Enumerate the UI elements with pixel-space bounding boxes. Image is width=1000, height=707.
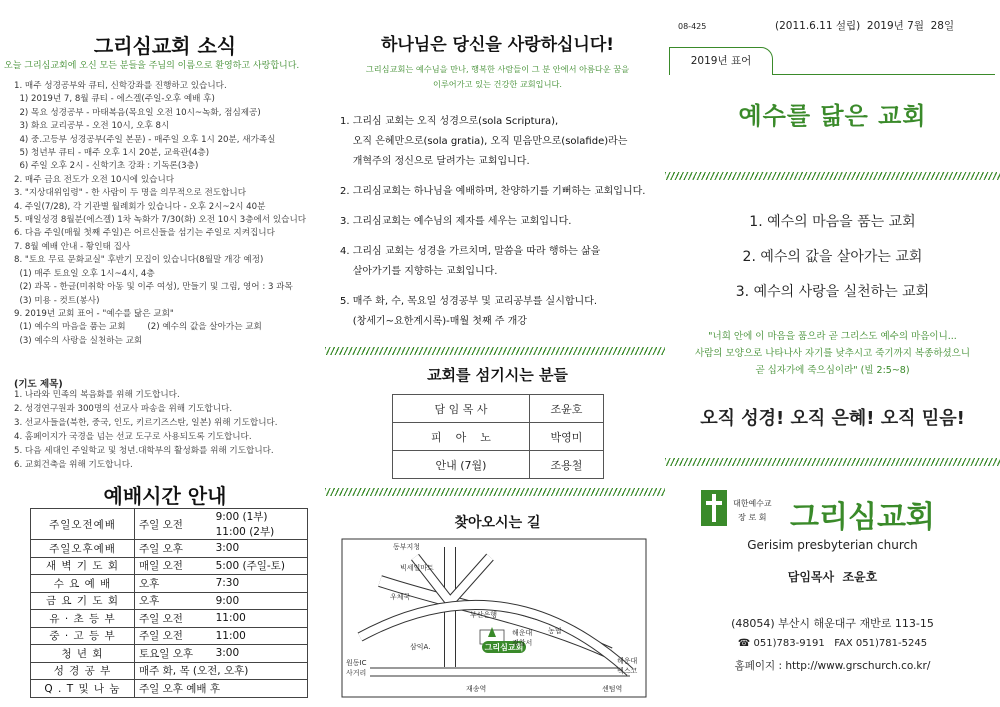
divider-hatch-2 <box>325 488 665 496</box>
worship-row <box>31 509 308 540</box>
news-item: 8. "토요 무료 문화교실" 후반기 모집이 있습니다(8월말 개강 예정) <box>14 255 264 266</box>
worship-row <box>31 540 308 558</box>
worship-time: 7:30 <box>215 577 240 590</box>
worship-table <box>30 508 308 698</box>
worship-row <box>31 645 308 663</box>
staff-row <box>393 423 604 451</box>
intro-text <box>330 62 665 92</box>
worship-name: Q . T 및 나 눔 <box>31 680 135 698</box>
cover-hatch-2 <box>665 458 1000 466</box>
news-item: 3. "지상대위임령" - 한 사람이 두 명을 의무적으로 전도합니다 <box>14 188 246 199</box>
homepage-link[interactable]: 홈페이지 : http://www.grschurch.co.kr/ <box>734 660 931 672</box>
worship-time <box>212 509 308 540</box>
bible-verse <box>665 328 1000 379</box>
worship-name: 수 요 예 배 <box>31 575 135 593</box>
worship-time-2: 11:00 (2부) <box>215 526 275 538</box>
worship-time: 5:00 (주일-토) <box>215 560 285 573</box>
news-item: (1) 예수의 마음을 품는 교회 (2) 예수의 값을 살아가는 교회 <box>14 322 262 333</box>
staff-role: 담 임 목 사 <box>393 395 530 423</box>
worship-name: 유 · 초 등 부 <box>31 610 135 628</box>
worship-time-1: 9:00 (1부) <box>215 511 268 523</box>
news-item: 4) 중.고등부 성경공부(주일 본문) - 매주일 오후 1시 20분, 새가족실 <box>14 134 276 145</box>
worship-name: 주일오후예배 <box>31 540 135 558</box>
denomination <box>733 497 772 525</box>
directions-map <box>340 537 648 699</box>
map-label-7: 삼익A. <box>410 643 431 651</box>
map-label-5: 농협 <box>548 627 562 635</box>
worship-row <box>31 680 308 698</box>
church-item-line: 1. 그리심 교회는 오직 성경으로(sola Scriptura), <box>340 116 559 127</box>
intro-line-2: 이루어가고 있는 건강한 교회입니다. <box>432 79 563 89</box>
divider-hatch <box>325 347 665 355</box>
worship-name: 중 · 고 등 부 <box>31 627 135 645</box>
news-item: 2. 매주 금요 전도가 오전 10시에 있습니다 <box>14 174 175 185</box>
news-item: 1. 매주 성경공부와 큐티, 신학강좌를 진행하고 있습니다. <box>14 81 227 91</box>
map-label-9: 원동IC <box>346 659 367 667</box>
map-label-10b: 벡스코 <box>617 667 638 675</box>
date-header: (2011.6.11 설립) 2019년 7월 28일 <box>775 20 955 32</box>
news-item: 5. 매일성경 8월분(에스겔) 1차 녹화가 7/30(화) 오전 10시 3층에서 있습니다 <box>14 215 307 226</box>
map-label-4: 부산은행 <box>470 611 498 619</box>
address: (48054) 부산시 해운대구 재반로 113-15 <box>731 617 934 630</box>
staff-name: 조용철 <box>529 451 603 479</box>
news-item: 1) 2019년 7, 8월 큐티 - 에스겔(주일-오후 예배 후) <box>14 94 215 105</box>
church-items <box>340 112 662 342</box>
map-label-6: 해운대 <box>512 629 533 637</box>
worship-time: 3:00 <box>215 647 240 660</box>
map-label-church: 그리심교회 <box>484 643 524 652</box>
phone: ☎ 051)783-9191 FAX 051)781-5245 <box>737 638 928 649</box>
news-item: (1) 매주 토요일 오후 1시~4시, 4층 <box>14 268 155 279</box>
worship-row <box>31 592 308 610</box>
church-item <box>340 112 662 172</box>
cover-hatch-1 <box>665 172 1000 180</box>
worship-day: 매일 오전 <box>139 560 183 573</box>
worship-name: 청 년 회 <box>31 645 135 663</box>
prayer-item: 3. 선교사들을(북한, 중국, 인도, 키르기즈스탄, 일본) 위해 기도합니다. <box>14 418 278 428</box>
news-item: 4. 주일(7/28), 각 기관별 월례회가 있습니다 - 오후 2시~2시 40분 <box>14 201 266 212</box>
church-item <box>340 242 662 282</box>
map-title: 찾아오시는 길 <box>454 515 541 531</box>
church-item-line: (창세기~요한계시록)-매월 첫째 주 개강 <box>340 316 527 327</box>
news-item: 3) 화요 교리공부 - 오전 10시, 오후 8시 <box>14 121 170 132</box>
news-item: 7. 8월 예배 안내 - 황인태 집사 <box>14 241 131 252</box>
church-item-line: 살아가기를 지향하는 교회입니다. <box>340 266 498 277</box>
intro-line-1: 그리심교회는 예수님을 만나, 행복한 사람들이 그 분 안에서 아름다운 꿈을 <box>365 64 630 74</box>
map-label-1: 동부지청 <box>393 543 421 551</box>
worship-row <box>31 557 308 575</box>
church-item-line: 오직 은혜만으로(sola gratia), 오직 믿음만으로(solafide)라는 <box>340 136 628 147</box>
news-item: (3) 예수의 사랑을 실천하는 교회 <box>14 335 143 346</box>
church-item-line: 3. 그리심교회는 예수님의 제자를 세우는 교회입니다. <box>340 216 572 227</box>
news-item: (3) 미용 - 컷트(봉사) <box>14 295 100 306</box>
staff-name: 조윤호 <box>529 395 603 423</box>
church-item <box>340 182 662 202</box>
doc-code: 08-425 <box>678 22 707 31</box>
news-column <box>0 0 330 707</box>
worship-time: 11:00 <box>215 612 246 625</box>
church-item-line: 5. 매주 화, 수, 목요일 성경공부 및 교리공부를 실시합니다. <box>340 296 598 307</box>
worship-day: 주일 오전 <box>139 630 183 643</box>
pastor-name: 담임목사 조윤호 <box>787 570 878 584</box>
news-item: 2) 목요 성경공부 - 마태복음(목요일 오전 10시~녹화, 점심제공) <box>14 107 261 118</box>
map-label-9b: 사거리 <box>346 669 367 677</box>
goal-item: 3. 예수의 사랑을 실천하는 교회 <box>735 284 930 300</box>
worship-title: 예배시간 안내 <box>103 484 227 508</box>
news-item: 9. 2019년 교회 표어 - "예수를 닮은 교회" <box>14 308 174 319</box>
worship-day: 주일 오후 예배 후 <box>139 682 221 695</box>
worship-day: 주일 오후 <box>139 542 183 555</box>
staff-table <box>392 394 604 479</box>
worship-row <box>31 610 308 628</box>
staff-row <box>393 451 604 479</box>
worship-day: 오후 <box>139 595 160 608</box>
news-item: 6. 다음 주일(매월 첫째 주일)은 어르신들을 섬기는 주일로 지켜집니다 <box>14 228 275 239</box>
denomination-line-1: 대한예수교 <box>733 499 772 508</box>
church-english-name: Gerisim presbyterian church <box>747 538 918 552</box>
church-item <box>340 292 662 332</box>
news-title: 그리심교회 소식 <box>93 34 237 58</box>
staff-row <box>393 395 604 423</box>
map-label-3: 우체국 <box>390 593 411 601</box>
worship-day: 주일 오전 <box>139 612 183 625</box>
denomination-line-2: 장 로 회 <box>738 513 767 522</box>
worship-day: 매주 화, 목 (오전, 오후) <box>139 665 249 678</box>
church-name: 그리심교회 <box>790 500 935 535</box>
goals-list <box>665 205 1000 310</box>
map-label-11: 재송역 <box>466 685 487 693</box>
church-item-line: 2. 그리심교회는 하나님을 예배하며, 찬양하기를 기뻐하는 교회입니다. <box>340 186 646 197</box>
church-item-line: 4. 그리심 교회는 성경을 가르치며, 말씀을 따라 행하는 삶을 <box>340 246 601 257</box>
slogan: 오직 성경! 오직 은혜! 오직 믿음! <box>700 408 965 429</box>
church-logo-icon <box>701 490 727 526</box>
worship-day: 토요일 오후 <box>139 647 194 660</box>
verse-line-3: 곧 십자가에 죽으심이라" (빌 2:5~8) <box>755 365 910 376</box>
staff-title: 교회를 섬기시는 분들 <box>427 366 568 384</box>
cover-column <box>665 0 1000 707</box>
staff-name: 박영미 <box>529 423 603 451</box>
news-item: 5) 청년부 큐티 - 매주 오후 1시 20분, 교육관(4층) <box>14 148 210 159</box>
prayer-item: 6. 교회건축을 위해 기도합니다. <box>14 460 133 470</box>
welcome-text: 오늘 그리심교회에 오신 모든 분들을 주님의 이름으로 환영하고 사랑합니다. <box>4 61 300 71</box>
worship-row <box>31 575 308 593</box>
news-item: (2) 과목 - 한글(미취학 아동 및 이주 여성), 만들기 및 그림, 영어 : 3 과목 <box>14 282 293 293</box>
worship-time: 11:00 <box>215 629 246 642</box>
prayer-title: (기도 제목) <box>14 379 63 390</box>
map-label-6b: 경찰서 <box>512 639 533 647</box>
staff-role: 피 아 노 <box>393 423 530 451</box>
news-item: 6) 주일 오후 2시 - 신학기초 강좌 : 기독론(3층) <box>14 161 199 172</box>
prayer-list <box>14 388 330 472</box>
worship-row <box>31 627 308 645</box>
news-list <box>14 80 330 348</box>
map-label-10: 해운대 <box>617 657 638 665</box>
prayer-item: 1. 나라와 민족의 복음화를 위해 기도합니다. <box>14 390 180 400</box>
prayer-item: 4. 홈페이지가 국경을 넘는 선교 도구로 사용되도록 기도합니다. <box>14 432 252 442</box>
worship-name: 주일오전예배 <box>31 509 135 540</box>
verse-line-2: 사람의 모양으로 나타나사 자기를 낮추시고 죽기까지 복종하셨으니 <box>694 348 971 359</box>
intro-column <box>330 0 665 707</box>
motto-text: 예수를 닮은 교회 <box>738 102 927 130</box>
staff-role: 안내 (7월) <box>393 451 530 479</box>
worship-day: 주일 오전 <box>139 518 183 531</box>
worship-time: 9:00 <box>215 594 240 607</box>
worship-name: 금 요 기 도 회 <box>31 592 135 610</box>
worship-day: 오후 <box>139 577 160 590</box>
love-title: 하나님은 당신을 사랑하십니다! <box>380 35 615 55</box>
worship-name: 새 벽 기 도 회 <box>31 557 135 575</box>
prayer-item: 5. 다음 세대인 주일학교 및 청년.대학부의 활성화를 위해 기도합니다. <box>14 446 274 456</box>
motto-tab: 2019년 표어 <box>669 47 773 75</box>
map-label-12: 센텀역 <box>602 685 623 693</box>
verse-line-1: "너희 안에 이 마음을 품으라 곧 그리스도 예수의 마음이니... <box>708 331 957 342</box>
church-item-line: 개혁주의 정신으로 달려가는 교회입니다. <box>340 156 530 167</box>
worship-time: 3:00 <box>215 542 240 555</box>
goal-item: 1. 예수의 마음을 품는 교회 <box>749 214 916 230</box>
prayer-item: 2. 성경연구원과 300명의 선교사 파송을 위해 기도합니다. <box>14 404 233 414</box>
map-label-2: 빅세일마트 <box>400 564 434 572</box>
church-item <box>340 212 662 232</box>
goal-item: 2. 예수의 값을 살아가는 교회 <box>742 249 923 265</box>
worship-row <box>31 662 308 680</box>
worship-name: 성 경 공 부 <box>31 662 135 680</box>
